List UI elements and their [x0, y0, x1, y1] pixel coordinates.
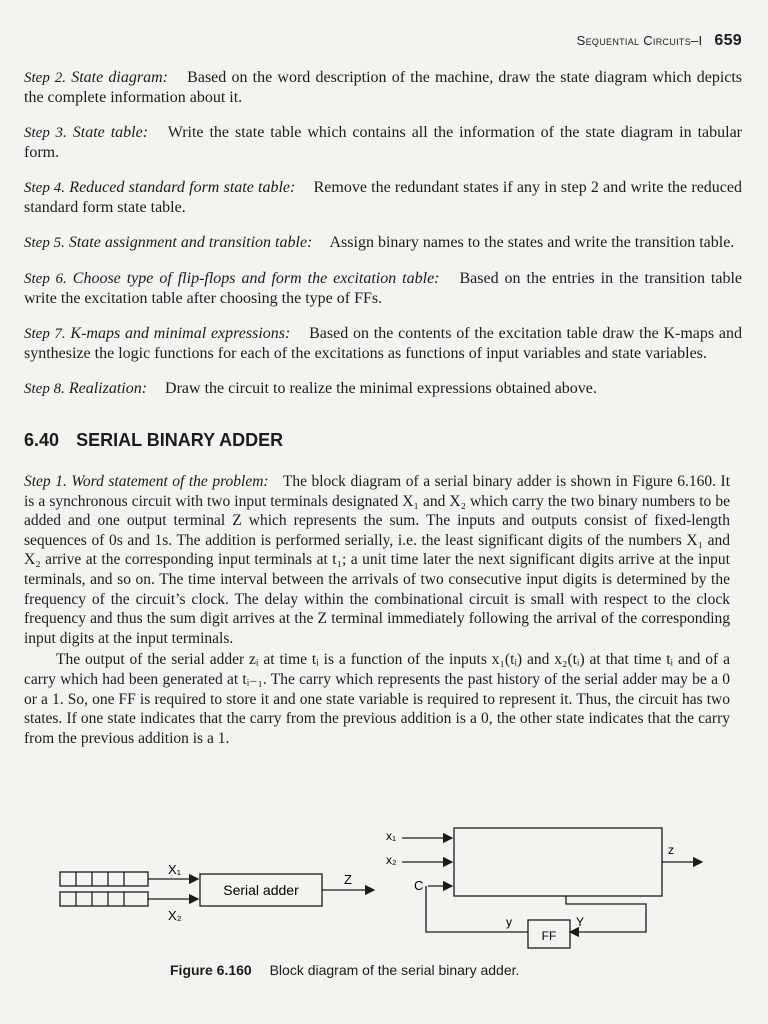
- step-title: Choose type of flip-flops and form the excitation table:: [72, 270, 440, 287]
- serial-adder-label: Serial adder: [223, 882, 299, 898]
- step-label: Step 2.: [24, 70, 67, 86]
- paragraph-text: The block diagram of a serial binary adder is shown in Figure 6.160. It is a synchronous circuit with two input terminals designated X₁ and X₂ which carry the two binary numbers to be added and one output terminal Z which represents the sum. The inputs and outputs consist of fixed-length sequences of 0s and 1s. The addition is performed serially, i.e. the least significant digits of the numbers X₁ and X₂ arrive at the corresponding input terminals at t₁; a unit time later the next significant digits arrive at the input terminals, and so on. The time interval between the arrivals of two consecutive input digits is determined by the frequency of the circuit’s clock. The delay within the combinational circuit is small with respect to the clock frequency and thus the sum digit arrives at the Z terminal immediately following the arrival of the corresponding input digits at the input terminals.: [24, 473, 731, 647]
- caption-text: Block diagram of the serial binary adder.: [269, 962, 520, 978]
- step-text: Based on the entries in the transition table write the excitation table after choosing the type of FFs.: [24, 270, 743, 307]
- step-title: K-maps and minimal expressions:: [70, 325, 291, 342]
- ff-label: FF: [541, 929, 557, 943]
- section-body: [24, 472, 730, 748]
- label-z: Z: [344, 872, 352, 887]
- step-title: State table:: [72, 124, 149, 141]
- shift-register-x1: [60, 872, 148, 886]
- step-text: Based on the contents of the excitation table draw the K-maps and synthesize the logic functions for each of the excitations as functions of input variables and state variables.: [24, 325, 743, 362]
- section-title: SERIAL BINARY ADDER: [76, 430, 284, 450]
- step-title: Word statement of the problem:: [71, 473, 269, 490]
- step-label: Step 5.: [24, 235, 65, 251]
- step-label: Step 6.: [24, 271, 67, 287]
- step-4: [24, 178, 742, 217]
- figure-6-160: [56, 822, 706, 962]
- step-title: State assignment and transition table:: [68, 234, 313, 251]
- step-5: [24, 233, 742, 253]
- paragraph-2: The output of the serial adder zᵢ at time tᵢ is a function of the inputs x₁(tᵢ) and x₂(tᵢ) at that time tᵢ and of a carry which had been generated at tᵢ₋₁. The carry which represents the past history of the serial adder may be a 0 or a 1. So, one FF is required to store it and one state variable is required to represent it. Thus, the circuit has two states. If one state indicates that the carry from the previous addition is a 0, the other state indicates that the carry from the previous addition is a 1.: [24, 651, 730, 747]
- step-3: [24, 123, 742, 162]
- running-title: Sequential Circuits–I: [576, 33, 703, 48]
- combinational-block: [454, 828, 662, 896]
- step-text: Draw the circuit to realize the minimal expressions obtained above.: [165, 380, 597, 397]
- label-x2: X₂: [168, 908, 182, 923]
- step-7: [24, 324, 742, 363]
- section-heading: [24, 430, 283, 451]
- step-6: [24, 269, 742, 308]
- step-label: Step 4.: [24, 180, 66, 196]
- label-x1-right: x₁: [386, 829, 397, 843]
- shift-register-x2: [60, 892, 148, 906]
- label-x2-right: x₂: [386, 853, 397, 867]
- label-y-small: y: [506, 915, 512, 929]
- paragraph-1: [24, 472, 730, 648]
- label-x1: X₁: [168, 862, 182, 877]
- step-label: Step 1.: [24, 473, 67, 490]
- step-2: [24, 68, 742, 107]
- design-steps: [24, 52, 742, 411]
- step-8: [24, 379, 742, 399]
- block-diagram: [56, 822, 706, 962]
- step-title: State diagram:: [71, 69, 168, 86]
- step-label: Step 8.: [24, 381, 65, 397]
- step-text: Remove the redundant states if any in step 2 and write the reduced standard form state table.: [24, 179, 743, 216]
- step-label: Step 7.: [24, 326, 66, 342]
- label-c: C: [414, 878, 424, 893]
- step-title: Reduced standard form state table:: [69, 179, 296, 196]
- step-text: Based on the word description of the machine, draw the state diagram which depicts the complete information about it.: [24, 69, 743, 106]
- step-text: Write the state table which contains all the information of the state diagram in tabular form.: [24, 124, 742, 161]
- caption-number: Figure 6.160: [170, 962, 252, 978]
- section-number: 6.40: [24, 430, 60, 450]
- label-y-big: Y: [576, 915, 585, 929]
- step-text: Assign binary names to the states and write the transition table.: [329, 234, 735, 251]
- running-head: [577, 32, 742, 50]
- step-label: Step 3.: [24, 125, 67, 141]
- label-z-right: z: [668, 843, 674, 857]
- figure-caption: [170, 962, 519, 978]
- page-number: 659: [714, 32, 742, 49]
- step-title: Realization:: [68, 380, 148, 397]
